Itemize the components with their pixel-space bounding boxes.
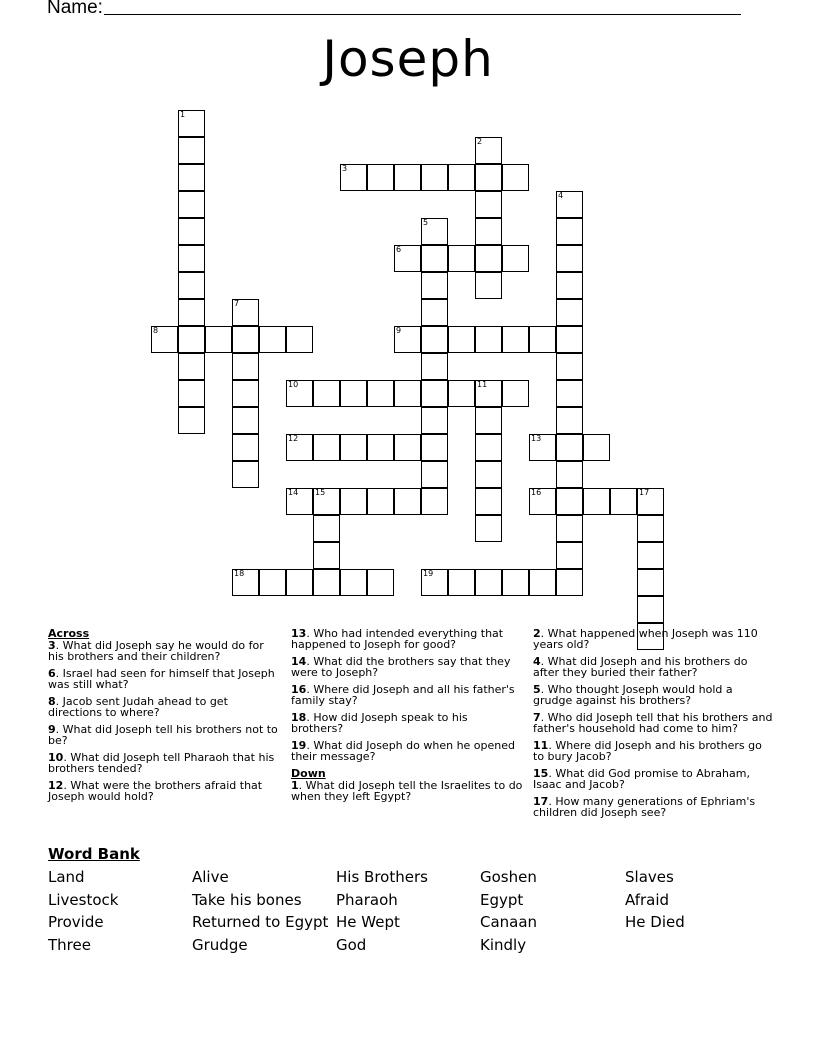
word-bank-word: Slaves [625, 868, 674, 886]
grid-cell[interactable] [340, 488, 367, 515]
grid-cell[interactable] [556, 434, 583, 461]
clue-column-1 [48, 628, 278, 808]
clue-number: 2 [477, 137, 483, 146]
clue-number: 8 [153, 326, 159, 335]
grid-cell[interactable] [475, 380, 502, 407]
grid-cell[interactable] [394, 380, 421, 407]
clue-down-15: 15. What did God promise to Abraham, Isaac and Jacob? [533, 767, 750, 791]
page-title: Joseph [322, 30, 494, 88]
grid-cell[interactable] [421, 434, 448, 461]
grid-cell[interactable] [556, 353, 583, 380]
word-bank-word: He Died [625, 913, 685, 932]
word-bank-column-5 [625, 866, 685, 934]
grid-cell[interactable] [448, 164, 475, 191]
word-bank-word: God [336, 936, 367, 955]
grid-cell[interactable] [421, 326, 448, 353]
grid-cell[interactable] [313, 569, 340, 596]
clue-number: 18 [234, 569, 245, 578]
grid-cell[interactable] [394, 434, 421, 461]
word-bank-word: Pharaoh [336, 890, 398, 909]
grid-cell[interactable] [367, 380, 394, 407]
grid-cell[interactable] [475, 272, 502, 299]
grid-cell[interactable] [313, 380, 340, 407]
grid-cell[interactable] [313, 515, 340, 542]
grid-cell[interactable] [286, 380, 313, 407]
grid-cell[interactable] [475, 245, 502, 272]
word-bank-word: Kindly [480, 936, 527, 955]
word-bank-word: Egypt [480, 890, 524, 909]
clue-across-13: 13. Who had intended everything that happened to Joseph for good? [291, 627, 504, 651]
grid-cell[interactable] [421, 461, 448, 488]
grid-cell[interactable] [556, 191, 583, 218]
word-bank-word: Alive [192, 868, 229, 886]
grid-cell[interactable] [232, 380, 259, 407]
clue-number: 7 [234, 299, 240, 308]
grid-cell[interactable] [475, 326, 502, 353]
word-bank-word: Returned to Egypt [192, 913, 329, 932]
clue-column-2 [291, 628, 523, 808]
grid-cell[interactable] [178, 137, 205, 164]
grid-cell[interactable] [286, 569, 313, 596]
grid-cell[interactable] [178, 353, 205, 380]
across-heading: Across [48, 627, 90, 640]
grid-cell[interactable] [556, 407, 583, 434]
grid-cell[interactable] [286, 326, 313, 353]
clue-across-8: 8. Jacob sent Judah ahead to get directions to where? [48, 695, 228, 719]
grid-cell[interactable] [556, 569, 583, 596]
grid-cell[interactable] [421, 218, 448, 245]
grid-cell[interactable] [232, 353, 259, 380]
word-bank-word: He Wept [336, 913, 400, 932]
clue-across-16: 16. Where did Joseph and all his father's family stay? [291, 683, 515, 707]
grid-cell[interactable] [367, 434, 394, 461]
grid-cell[interactable] [610, 488, 637, 515]
word-bank-word: Livestock [48, 890, 119, 909]
name-label: Name: [47, 0, 103, 18]
clue-number: 14 [288, 488, 299, 497]
clue-down-17: 17. How many generations of Ephriam's children did Joseph see? [533, 795, 756, 819]
grid-cell[interactable] [502, 569, 529, 596]
grid-cell[interactable] [394, 164, 421, 191]
down-heading: Down [291, 767, 326, 780]
grid-cell[interactable] [556, 380, 583, 407]
grid-cell[interactable] [475, 164, 502, 191]
grid-cell[interactable] [178, 245, 205, 272]
clue-across-12: 12. What were the brothers afraid that Joseph would hold? [48, 779, 263, 803]
grid-cell[interactable] [475, 218, 502, 245]
word-bank-word: Canaan [480, 913, 538, 932]
grid-cell[interactable] [178, 272, 205, 299]
grid-cell[interactable] [529, 434, 556, 461]
grid-cell[interactable] [178, 299, 205, 326]
clue-number: 19 [423, 569, 434, 578]
grid-cell[interactable] [421, 353, 448, 380]
grid-cell[interactable] [556, 245, 583, 272]
grid-cell[interactable] [178, 407, 205, 434]
word-bank-column-2 [192, 866, 328, 957]
grid-cell[interactable] [259, 569, 286, 596]
clue-across-14: 14. What did the brothers say that they were to Joseph? [291, 655, 511, 679]
word-bank-word: Land [48, 868, 85, 886]
word-bank-word: His Brothers [336, 868, 428, 886]
grid-cell[interactable] [637, 542, 664, 569]
grid-cell[interactable] [556, 272, 583, 299]
grid-cell[interactable] [475, 407, 502, 434]
grid-cell[interactable] [421, 164, 448, 191]
grid-cell[interactable] [448, 380, 475, 407]
grid-cell[interactable] [421, 245, 448, 272]
clue-number: 5 [423, 218, 429, 227]
grid-cell[interactable] [394, 326, 421, 353]
grid-cell[interactable] [475, 488, 502, 515]
clue-down-11: 11. Where did Joseph and his brothers go to bury Jacob? [533, 739, 762, 763]
grid-cell[interactable] [367, 164, 394, 191]
grid-cell[interactable] [340, 569, 367, 596]
clue-number: 3 [342, 164, 348, 173]
clue-number: 15 [315, 488, 326, 497]
word-bank-word: Afraid [625, 890, 670, 909]
grid-cell[interactable] [556, 326, 583, 353]
clue-down-1: 1. What did Joseph tell the Israelites to do when they left Egypt? [291, 779, 523, 803]
clue-number: 6 [396, 245, 402, 254]
grid-cell[interactable] [421, 272, 448, 299]
clue-across-6: 6. Israel had seen for himself that Joseph was still what? [48, 667, 275, 691]
clue-down-4: 4. What did Joseph and his brothers do after they buried their father? [533, 655, 748, 679]
grid-cell[interactable] [286, 434, 313, 461]
grid-cell[interactable] [367, 569, 394, 596]
grid-cell[interactable] [232, 434, 259, 461]
clue-down-7: 7. Who did Joseph tell that his brothers and father's household had come to him? [533, 711, 773, 735]
clue-across-10: 10. What did Joseph tell Pharaoh that his brothers tended? [48, 751, 275, 775]
grid-cell[interactable] [637, 569, 664, 596]
grid-cell[interactable] [313, 542, 340, 569]
word-bank-column-3 [336, 866, 428, 957]
clue-number: 4 [558, 191, 564, 200]
clue-across-3: 3. What did Joseph say he would do for his brothers and their children? [48, 639, 264, 663]
grid-cell[interactable] [178, 164, 205, 191]
grid-cell[interactable] [502, 245, 529, 272]
grid-cell[interactable] [286, 488, 313, 515]
grid-cell[interactable] [475, 137, 502, 164]
grid-cell[interactable] [367, 488, 394, 515]
grid-cell[interactable] [502, 326, 529, 353]
grid-cell[interactable] [529, 569, 556, 596]
grid-cell[interactable] [394, 488, 421, 515]
clue-across-19: 19. What did Joseph do when he opened their message? [291, 739, 516, 763]
grid-cell[interactable] [637, 515, 664, 542]
grid-cell[interactable] [448, 569, 475, 596]
grid-cell[interactable] [475, 569, 502, 596]
grid-cell[interactable] [313, 434, 340, 461]
grid-cell[interactable] [556, 218, 583, 245]
grid-cell[interactable] [421, 380, 448, 407]
grid-cell[interactable] [421, 299, 448, 326]
word-bank-word: Take his bones [192, 890, 302, 909]
grid-cell[interactable] [583, 488, 610, 515]
word-bank-column-1 [48, 866, 118, 957]
clue-column-3 [533, 628, 773, 824]
grid-cell[interactable] [259, 326, 286, 353]
clue-number: 17 [639, 488, 650, 497]
word-bank-word: Three [48, 936, 91, 955]
grid-cell[interactable] [529, 488, 556, 515]
word-bank-word: Provide [48, 913, 104, 932]
grid-cell[interactable] [421, 488, 448, 515]
grid-cell[interactable] [502, 164, 529, 191]
clue-number: 16 [531, 488, 542, 497]
clue-number: 11 [477, 380, 488, 389]
grid-cell[interactable] [421, 569, 448, 596]
grid-cell[interactable] [151, 326, 178, 353]
grid-cell[interactable] [178, 110, 205, 137]
grid-cell[interactable] [637, 488, 664, 515]
grid-cell[interactable] [529, 326, 556, 353]
grid-cell[interactable] [178, 218, 205, 245]
grid-cell[interactable] [205, 326, 232, 353]
clue-down-2: 2. What happened when Joseph was 110 years old? [533, 627, 758, 651]
grid-cell[interactable] [313, 488, 340, 515]
grid-cell[interactable] [340, 380, 367, 407]
clue-down-5: 5. Who thought Joseph would hold a grudge against his brothers? [533, 683, 733, 707]
grid-cell[interactable] [178, 380, 205, 407]
clue-number: 9 [396, 326, 402, 335]
grid-cell[interactable] [502, 380, 529, 407]
word-bank-column-4 [480, 866, 537, 957]
grid-cell[interactable] [232, 407, 259, 434]
grid-cell[interactable] [448, 326, 475, 353]
grid-cell[interactable] [232, 299, 259, 326]
clue-number: 12 [288, 434, 299, 443]
grid-cell[interactable] [556, 461, 583, 488]
clue-number: 1 [180, 110, 186, 119]
grid-cell[interactable] [340, 434, 367, 461]
grid-cell[interactable] [232, 461, 259, 488]
grid-cell[interactable] [475, 515, 502, 542]
grid-cell[interactable] [394, 245, 421, 272]
grid-cell[interactable] [637, 596, 664, 623]
word-bank-title: Word Bank [48, 845, 140, 863]
grid-cell[interactable] [556, 542, 583, 569]
grid-cell[interactable] [556, 515, 583, 542]
grid-cell[interactable] [556, 488, 583, 515]
grid-cell[interactable] [448, 245, 475, 272]
grid-cell[interactable] [178, 191, 205, 218]
grid-cell[interactable] [421, 407, 448, 434]
clue-number: 10 [288, 380, 299, 389]
grid-cell[interactable] [178, 326, 205, 353]
grid-cell[interactable] [232, 569, 259, 596]
grid-cell[interactable] [475, 191, 502, 218]
clue-number: 13 [531, 434, 542, 443]
grid-cell[interactable] [340, 164, 367, 191]
grid-cell[interactable] [475, 434, 502, 461]
grid-cell[interactable] [556, 299, 583, 326]
word-bank-word: Grudge [192, 936, 248, 955]
grid-cell[interactable] [475, 461, 502, 488]
clue-across-9: 9. What did Joseph tell his brothers not to be? [48, 723, 278, 747]
clue-across-18: 18. How did Joseph speak to his brothers? [291, 711, 468, 735]
grid-cell[interactable] [583, 434, 610, 461]
grid-cell[interactable] [232, 326, 259, 353]
word-bank-word: Goshen [480, 868, 537, 886]
